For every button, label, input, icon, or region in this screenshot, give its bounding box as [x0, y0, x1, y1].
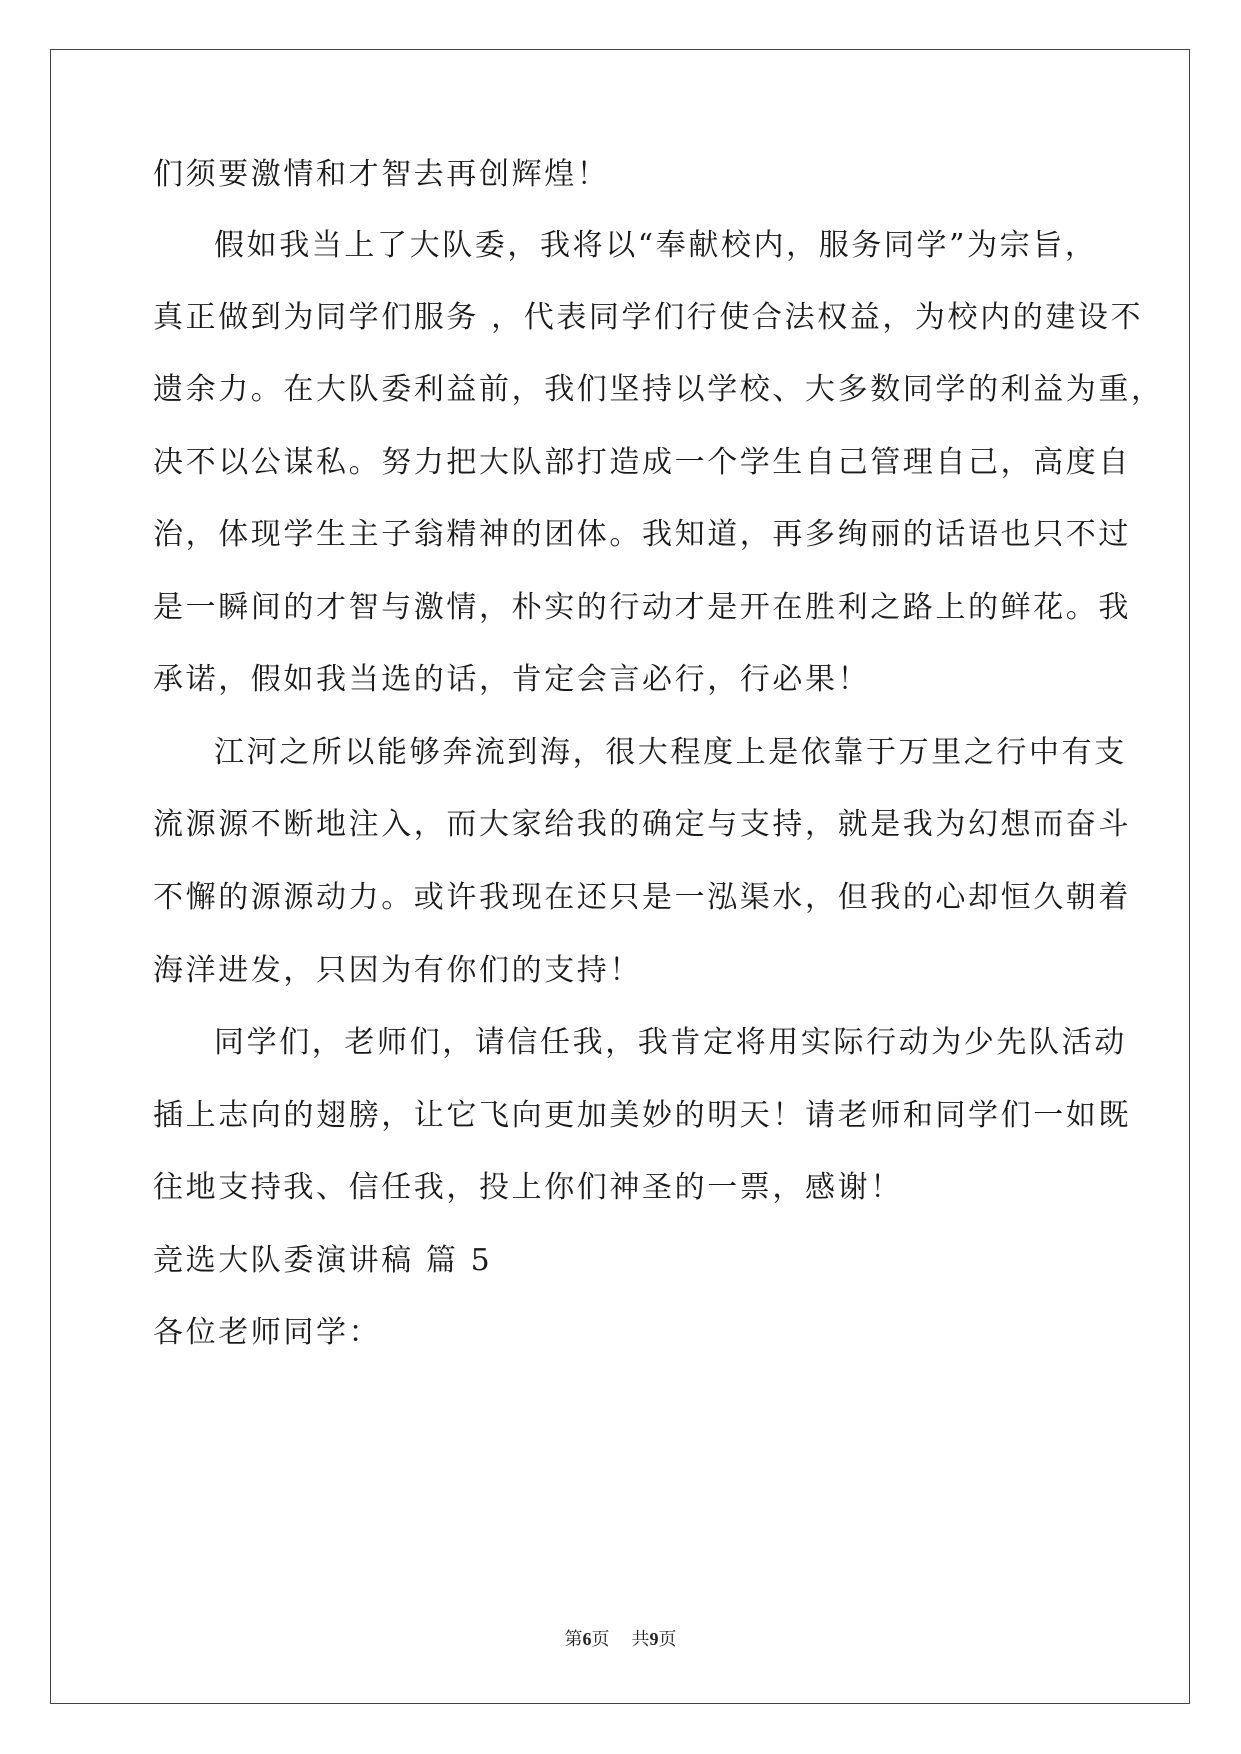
text-line: 海洋进发，只因为有你们的支持！	[153, 953, 642, 988]
text-line: 真正做到为同学们服务 ，代表同学们行使合法权益，为校内的建设不	[153, 300, 1144, 335]
total-suffix: 页	[658, 1629, 677, 1650]
paragraph-start-line: 江河之所以能够奔流到海，很大程度上是依靠于万里之行中有支	[214, 735, 1127, 770]
text-line: 治，体现学生主子翁精神的团体。我知道，再多绚丽的话语也只不过	[153, 517, 1131, 552]
text-line: 流源源不断地注入，而大家给我的确定与支持，就是我为幻想而奋斗	[153, 807, 1131, 842]
text-line: 不懈的源源动力。或许我现在还只是一泓渠水，但我的心却恒久朝着	[153, 880, 1131, 915]
text-line: 插上志向的翅膀，让它飞向更加美妙的明天！请老师和同学们一如既	[153, 1098, 1131, 1133]
paragraph-start-line: 同学们，老师们，请信任我，我肯定将用实际行动为少先队活动	[214, 1025, 1127, 1060]
text-line: 承诺，假如我当选的话，肯定会言必行，行必果！	[153, 662, 871, 697]
text-line: 是一瞬间的才智与激情，朴实的行动才是开在胜利之路上的鲜花。我	[153, 590, 1131, 625]
text-line: 决不以公谋私。努力把大队部打造成一个学生自己管理自己，高度自	[153, 445, 1131, 480]
page-number: 6	[582, 1629, 592, 1649]
total-prefix: 共	[631, 1629, 650, 1650]
text-line: 往地支持我、信任我，投上你们神圣的一票，感谢！	[153, 1170, 903, 1205]
total-pages: 9	[649, 1629, 659, 1649]
salutation-line: 各位老师同学：	[153, 1315, 382, 1350]
page-footer	[0, 1627, 1241, 1652]
text-line: 们须要激情和才智去再创辉煌！	[153, 157, 610, 192]
paragraph-start-line: 假如我当上了大队委，我将以“奉献校内，服务同学”为宗旨，	[214, 228, 1098, 263]
page-prefix: 第	[564, 1629, 583, 1650]
page-suffix: 页	[591, 1629, 610, 1650]
section-heading: 竞选大队委演讲稿 篇 5	[153, 1243, 493, 1278]
text-line: 遗余力。在大队委利益前，我们坚持以学校、大多数同学的利益为重，	[153, 372, 1164, 407]
